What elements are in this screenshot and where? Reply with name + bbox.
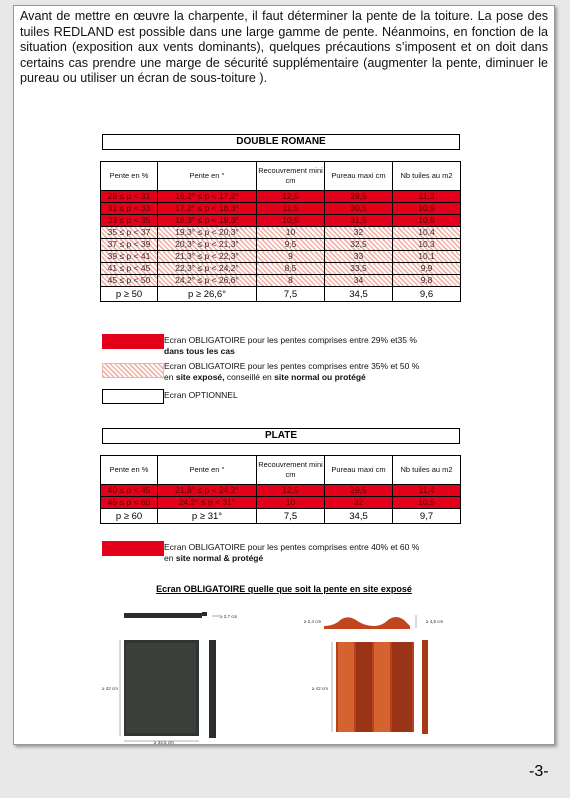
plate-tile-profile xyxy=(124,613,202,618)
double-romane-table xyxy=(100,161,461,302)
legend-optional-swatch xyxy=(102,389,164,404)
table-cell: 22,3° ≤ p < 24,2° xyxy=(158,263,257,275)
table-row xyxy=(101,239,461,251)
legend-red-text: Ecran OBLIGATOIRE pour les pentes comprises entre 29% et35 % dans tous les cas xyxy=(164,335,417,356)
table-cell: 18,3° ≤ p < 19,3° xyxy=(158,215,257,227)
header-cell: Pente en ° xyxy=(158,162,257,191)
page-number: -3- xyxy=(529,763,549,780)
header-cell: Pente en % xyxy=(101,456,158,485)
table-cell: 10,5 xyxy=(257,215,325,227)
table-cell: 29,5 xyxy=(325,485,393,497)
table-cell: 10,4 xyxy=(393,227,461,239)
table-header-row xyxy=(101,162,461,191)
table-cell: 9,8 xyxy=(393,275,461,287)
header-cell: Recouvrement mini cm xyxy=(257,162,325,191)
table-cell: p ≥ 31° xyxy=(158,509,257,524)
plate-length-label: ≥ 42 cm xyxy=(102,686,118,691)
plate-tile-drawing xyxy=(102,610,262,745)
table-cell: 10,9 xyxy=(393,203,461,215)
table-cell: 33 xyxy=(325,251,393,263)
table-cell: 16,2° ≤ p < 17,2° xyxy=(158,191,257,203)
plate-table xyxy=(100,455,461,524)
header-cell: Pureau maxi cm xyxy=(325,456,393,485)
table-row xyxy=(101,203,461,215)
table-cell: 21,3° ≤ p < 22,3° xyxy=(158,251,257,263)
double-romane-side xyxy=(422,640,428,734)
legend-red-swatch xyxy=(102,334,164,349)
table-cell: 7,5 xyxy=(257,509,325,524)
table-cell: 20,3° ≤ p < 21,3° xyxy=(158,239,257,251)
table-row xyxy=(101,509,461,524)
table-row xyxy=(101,497,461,509)
table-cell: 34,5 xyxy=(325,509,393,524)
table-cell: 30,5 xyxy=(325,203,393,215)
header-cell: Pente en % xyxy=(101,162,158,191)
exposed-site-note: Ecran OBLIGATOIRE quelle que soit la pente en site exposé xyxy=(156,584,412,594)
table-cell: 9,9 xyxy=(393,263,461,275)
dr-length-label: ≥ 42 cm xyxy=(312,686,328,691)
plate-tile-side xyxy=(209,640,216,738)
plate-legend-red-text: Ecran OBLIGATOIRE pour les pentes comprises entre 40% et 60 % en site normal & protégé xyxy=(164,542,420,563)
table-cell: 7,5 xyxy=(257,287,325,302)
table-cell: 32 xyxy=(325,497,393,509)
table-row xyxy=(101,191,461,203)
table-row xyxy=(101,215,461,227)
table-cell: 33 ≤ p < 35 xyxy=(101,215,158,227)
table-header-row xyxy=(101,456,461,485)
table-cell: 24,2° ≤ p < 26,6° xyxy=(158,275,257,287)
table-cell: 8,5 xyxy=(257,263,325,275)
double-romane-tile-drawing xyxy=(304,612,474,740)
table-row xyxy=(101,275,461,287)
table-cell: 10 xyxy=(257,497,325,509)
table-cell: 45 ≤ p < 50 xyxy=(101,275,158,287)
table-cell: 32 xyxy=(325,227,393,239)
table-cell: 41 ≤ p < 45 xyxy=(101,263,158,275)
table-cell: 9 xyxy=(257,251,325,263)
table-row xyxy=(101,251,461,263)
plate-width-label: ≥ 33,5 cm xyxy=(154,740,174,745)
table-cell: 10,1 xyxy=(393,251,461,263)
header-cell: Nb tuiles au m2 xyxy=(393,162,461,191)
header-cell: Pureau maxi cm xyxy=(325,162,393,191)
plate-title: PLATE xyxy=(102,428,460,444)
table-cell: p ≥ 26,6° xyxy=(158,287,257,302)
table-row xyxy=(101,287,461,302)
table-cell: p ≥ 60 xyxy=(101,509,158,524)
table-cell: 31,5 xyxy=(325,215,393,227)
table-cell: 31 ≤ p < 33 xyxy=(101,203,158,215)
table-cell: 10,3 xyxy=(393,239,461,251)
plate-legend-red-swatch xyxy=(102,541,164,556)
table-cell: 8 xyxy=(257,275,325,287)
table-cell: 10,5 xyxy=(393,497,461,509)
table-cell: 24,2° ≤ p < 31° xyxy=(158,497,257,509)
table-cell: 12,5 xyxy=(257,485,325,497)
header-cell: Nb tuiles au m2 xyxy=(393,456,461,485)
table-cell: 34,5 xyxy=(325,287,393,302)
table-cell: 11,5 xyxy=(257,203,325,215)
table-cell: 29,5 xyxy=(325,191,393,203)
table-row xyxy=(101,227,461,239)
table-cell: 17,2° ≤ p < 18,3° xyxy=(158,203,257,215)
table-cell: 33,5 xyxy=(325,263,393,275)
intro-paragraph: Avant de mettre en œuvre la charpente, il faut déterminer la pente de la toiture. La pose des tuiles REDLAND est possible dans une large gamme de pente. Néanmoins, en fonction de la situation (exposition aux vents dominants), quelques précautions s’imposent et on doit dans certains cas prendre une marge de sécurité supplémentaire (augmenter la pente, diminuer le pureau ou utiliser un écran de sous-toiture ). xyxy=(20,9,548,85)
dr-thickness-label: ≥ 2,4 cm xyxy=(304,619,322,624)
table-cell: 9,6 xyxy=(393,287,461,302)
table-cell: 34 xyxy=(325,275,393,287)
double-romane-title: DOUBLE ROMANE xyxy=(102,134,460,150)
table-cell: 32,5 xyxy=(325,239,393,251)
table-cell: 29 ≤ p < 31 xyxy=(101,191,158,203)
table-cell: 40 ≤ p < 45 xyxy=(101,485,158,497)
table-cell: 19,3° ≤ p < 20,3° xyxy=(158,227,257,239)
table-row xyxy=(101,485,461,497)
legend-hatch-swatch xyxy=(102,363,164,378)
table-cell: 10 xyxy=(257,227,325,239)
double-romane-profile xyxy=(324,617,410,629)
table-cell: 9,7 xyxy=(393,509,461,524)
document-page xyxy=(13,5,555,745)
plate-thickness-label: ≥ 2,7 cm xyxy=(220,614,238,619)
header-cell: Recouvrement mini cm xyxy=(257,456,325,485)
legend-hatch-text: Ecran OBLIGATOIRE pour les pentes comprises entre 35% et 50 % en site exposé, conseillé en site normal ou protégé xyxy=(164,361,420,382)
table-cell: 37 ≤ p < 39 xyxy=(101,239,158,251)
dr-height-label: ≥ 4,9 cm xyxy=(426,619,444,624)
table-cell: 10,6 xyxy=(393,215,461,227)
table-cell: 21,8° ≤ p < 24,2° xyxy=(158,485,257,497)
table-cell: 39 ≤ p < 41 xyxy=(101,251,158,263)
table-cell: 45 ≤ p < 60 xyxy=(101,497,158,509)
table-cell: 11,3 xyxy=(393,191,461,203)
table-cell: 11,4 xyxy=(393,485,461,497)
table-row xyxy=(101,263,461,275)
table-cell: 12,5 xyxy=(257,191,325,203)
table-cell: 9,5 xyxy=(257,239,325,251)
header-cell: Pente en ° xyxy=(158,456,257,485)
legend-optional-text: Ecran OPTIONNEL xyxy=(164,390,238,400)
table-cell: p ≥ 50 xyxy=(101,287,158,302)
table-cell: 35 ≤ p < 37 xyxy=(101,227,158,239)
